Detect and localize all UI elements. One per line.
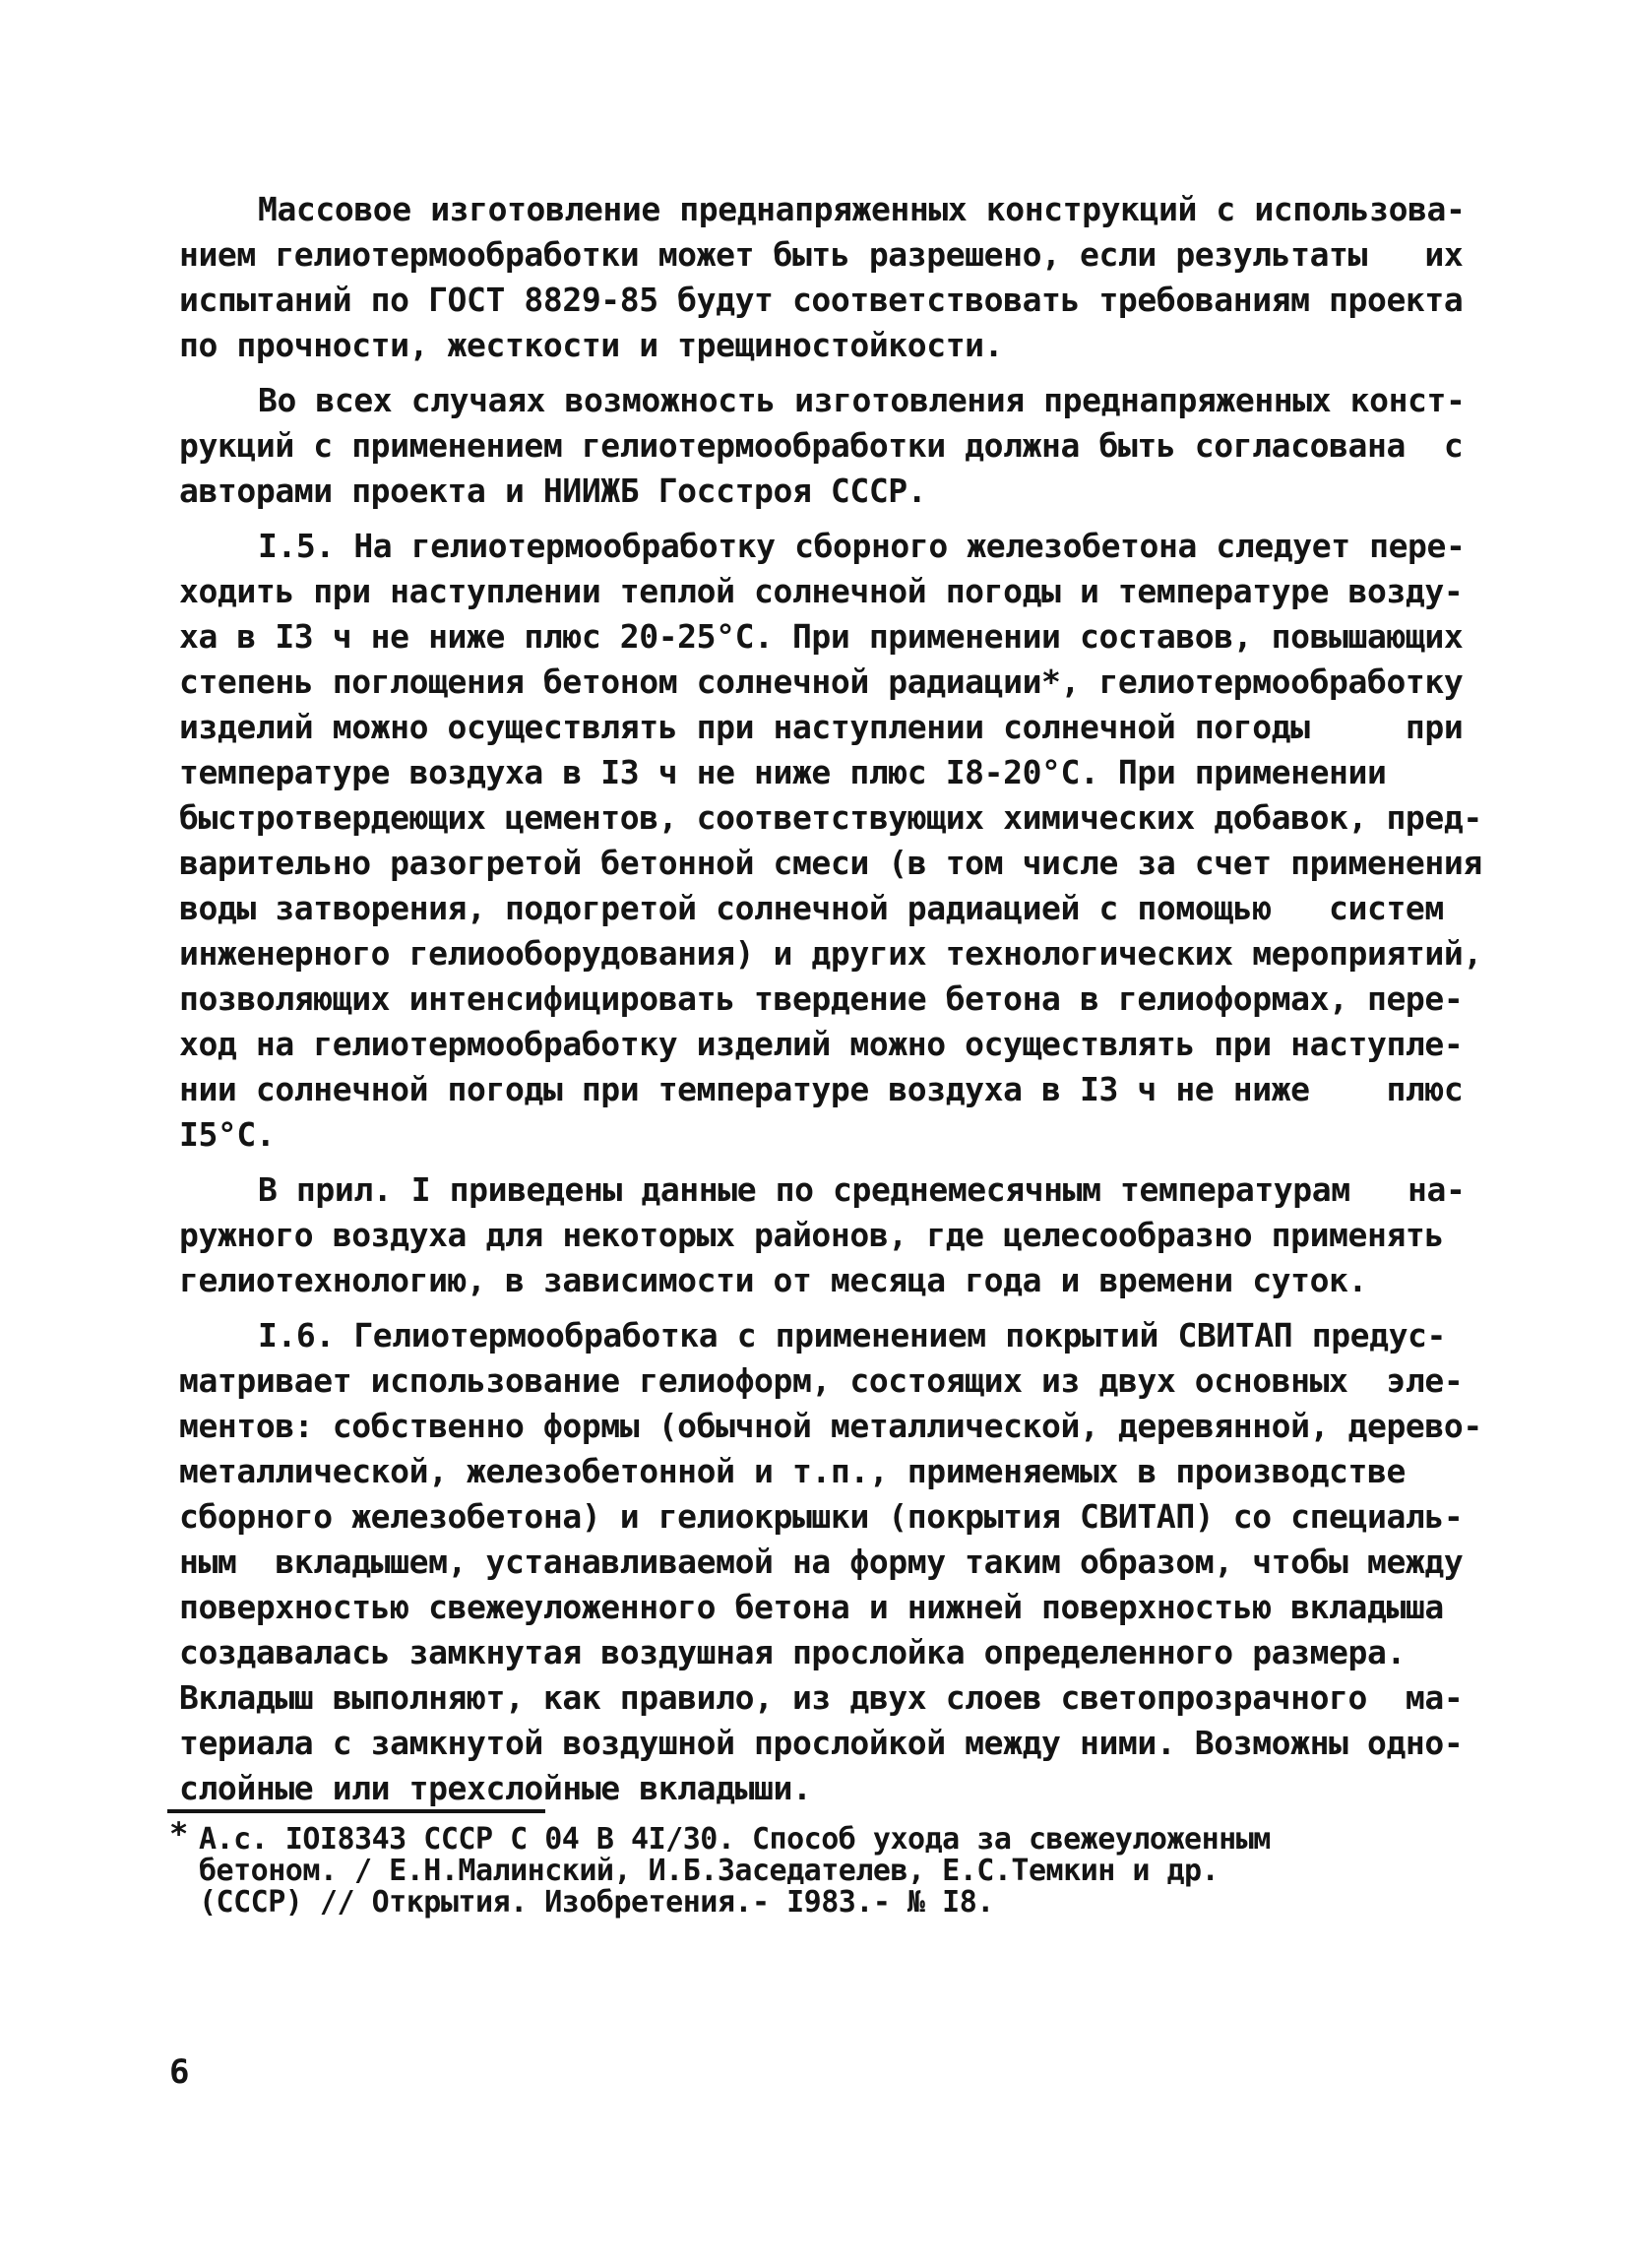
text-line: нии солнечной погоды при температуре воздуха в I3 ч не ниже плюс [179, 1070, 1464, 1108]
footnote-line: бетоном. / Е.Н.Малинский, И.Б.Заседателев, Е.С.Темкин и др. [199, 1854, 1220, 1888]
text-line: ментов: собственно формы (обычной металлической, деревянной, дерево- [179, 1407, 1482, 1445]
text-line: поверхностью свежеуложенного бетона и нижней поверхностью вкладыша [179, 1588, 1444, 1626]
text-line: ным вкладышем, устанавливаемой на форму таким образом, чтобы между [179, 1543, 1464, 1581]
text-line: быстротвердеющих цементов, соответствующих химических добавок, пред- [179, 798, 1482, 837]
text-line: металлической, железобетонной и т.п., применяемых в производстве [179, 1452, 1406, 1490]
text-line: воды затворения, подогретой солнечной радиацией с помощью систем [179, 889, 1444, 927]
text-line: ход на гелиотермообработку изделий можно осуществлять при наступле- [179, 1025, 1464, 1063]
text-line: создавалась замкнутая воздушная прослойка определенного размера. [179, 1633, 1406, 1671]
text-line: температуре воздуха в I3 ч не ниже плюс I8-20°С. При применении [179, 753, 1387, 791]
page-number: 6 [169, 2052, 190, 2092]
text-line: матривает использование гелиоформ, состоящих из двух основных эле- [179, 1361, 1464, 1400]
text-line: I.5. На гелиотермообработку сборного железобетона следует пере- [258, 527, 1466, 565]
paragraph [179, 187, 1466, 368]
text-line: инженерного гелиооборудования) и других технологических мероприятий, [179, 934, 1482, 973]
text-line: Во всех случаях возможность изготовления преднапряженных конст- [258, 381, 1466, 419]
text-line: сборного железобетона) и гелиокрышки (покрытия СВИТАП) со специаль- [179, 1497, 1464, 1536]
text-line: позволяющих интенсифицировать твердение бетона в гелиоформах, пере- [179, 979, 1464, 1018]
text-line: нием гелиотермообработки может быть разрешено, если результаты их [179, 235, 1464, 274]
text-line: Вкладыш выполняют, как правило, из двух слоев светопрозрачного ма- [179, 1678, 1464, 1717]
text-line: авторами проекта и НИИЖБ Госстроя СССР. [179, 472, 927, 510]
text-line: изделий можно осуществлять при наступлении солнечной погоды при [179, 708, 1464, 746]
paragraph [179, 378, 1466, 514]
main-text [179, 187, 1482, 1821]
footnote-text [199, 1824, 1439, 1919]
text-line: ружного воздуха для некоторых районов, где целесообразно применять [179, 1216, 1444, 1254]
footnote-divider [167, 1809, 545, 1813]
paragraph [179, 1167, 1466, 1303]
text-line: I5°С. [179, 1115, 276, 1154]
paragraph [179, 524, 1482, 1158]
footnote-mark: * [169, 1815, 188, 1853]
paragraph [179, 1313, 1482, 1811]
text-line: гелиотехнологию, в зависимости от месяца года и времени суток. [179, 1261, 1367, 1299]
text-line: по прочности, жесткости и трещиностойкости. [179, 326, 1004, 364]
footnote-line: А.с. IOI8343 СССР С 04 В 4I/30. Способ ухода за свежеуложенным [199, 1822, 1271, 1857]
text-line: I.6. Гелиотермообработка с применением покрытий СВИТАП предус- [258, 1316, 1446, 1354]
text-line: ха в I3 ч не ниже плюс 20-25°С. При применении составов, повышающих [179, 617, 1464, 656]
text-line: степень поглощения бетоном солнечной радиации*, гелиотермообработку [179, 662, 1464, 701]
text-line: слойные или трехслойные вкладыши. [179, 1769, 812, 1807]
text-line: ходить при наступлении теплой солнечной погоды и температуре возду- [179, 572, 1464, 610]
footnote [169, 1815, 1439, 1920]
text-line: рукций с применением гелиотермообработки должна быть согласована с [179, 426, 1464, 465]
text-line: В прил. I приведены данные по среднемесячным температурам на- [258, 1170, 1466, 1209]
text-line: варительно разогретой бетонной смеси (в том числе за счет применения [179, 844, 1482, 882]
text-line: испытаний по ГОСТ 8829-85 будут соответствовать требованиям проекта [179, 281, 1464, 319]
footnote-line: (СССР) // Открытия. Изобретения.- I983.- № I8. [199, 1885, 994, 1920]
text-line: териала с замкнутой воздушной прослойкой между ними. Возможны одно- [179, 1724, 1464, 1762]
text-line: Массовое изготовление преднапряженных конструкций с использова- [258, 190, 1466, 228]
